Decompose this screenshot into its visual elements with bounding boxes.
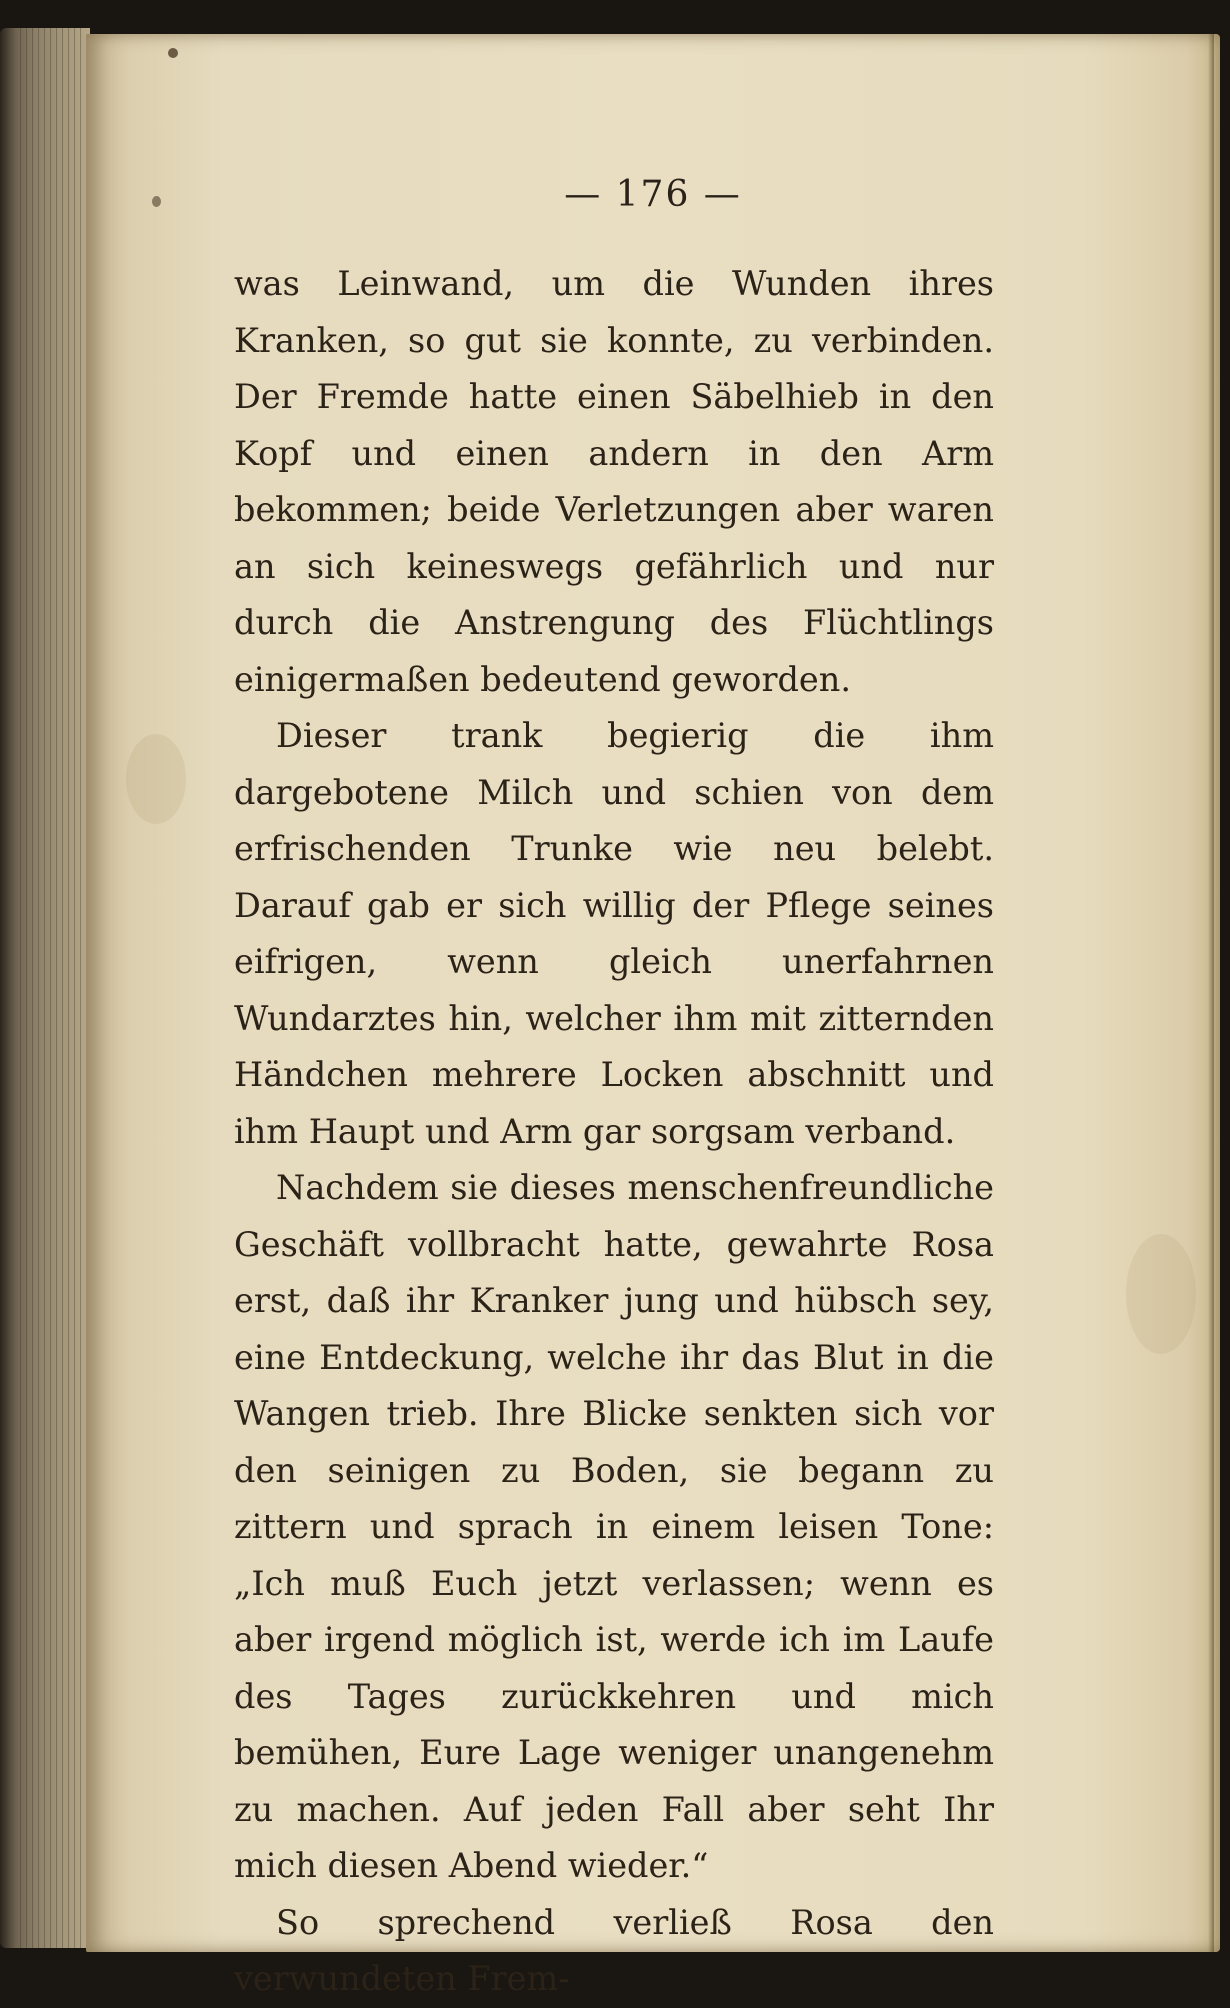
paragraph: Dieser trank begierig die ihm dargebotene Milch und schien von dem erfrischenden Trunke wie neu belebt. Darauf gab er sich willig der Pflege seines eifrigen, wenn gleich unerfahrnen Wundarztes hin, welcher ihm mit zitternden Händchen mehrere Locken abschnitt und ihm Haupt und Arm gar sorgsam verband. [234,716,994,1151]
paragraph: was Leinwand, um die Wunden ihres Kranken, so gut sie konnte, zu verbinden. Der Fremde hatte einen Säbelhieb in den Kopf und einen andern in den Arm bekommen; beide Verletzungen aber waren an sich keineswegs gefährlich und nur durch die Anstrengung des Flüchtlings einigermaßen bedeutend geworden. [234,264,994,699]
page-number: — 176 — [564,174,742,215]
book-page [86,34,1220,1998]
body-text [234,256,994,2008]
paper-stain [126,734,186,824]
page-edge-shadow [1208,34,1214,1952]
ink-speck [168,48,178,58]
paper-stain [1126,1234,1196,1354]
paragraph: So sprechend verließ Rosa den verwundeten Frem- [234,1902,994,1998]
page-stack-edge [0,28,90,1948]
paragraph: Nachdem sie dieses menschenfreundliche Geschäft vollbracht hatte, gewahrte Rosa erst, daß ihr Kranker jung und hübsch sey, eine Entdeckung, welche ihr das Blut in die Wangen trieb. Ihre Blicke senkten sich vor den seinigen zu Boden, sie begann zu zittern und sprach in einem leisen Tone: „Ich muß Euch jetzt verlassen; wenn es aber irgend möglich ist, werde ich im Laufe des Tages zurückkehren und mich bemühen, Eure Lage weniger unangenehm zu machen. Auf jeden Fall aber seht Ihr mich diesen Abend wieder.“ [234,1168,994,1885]
